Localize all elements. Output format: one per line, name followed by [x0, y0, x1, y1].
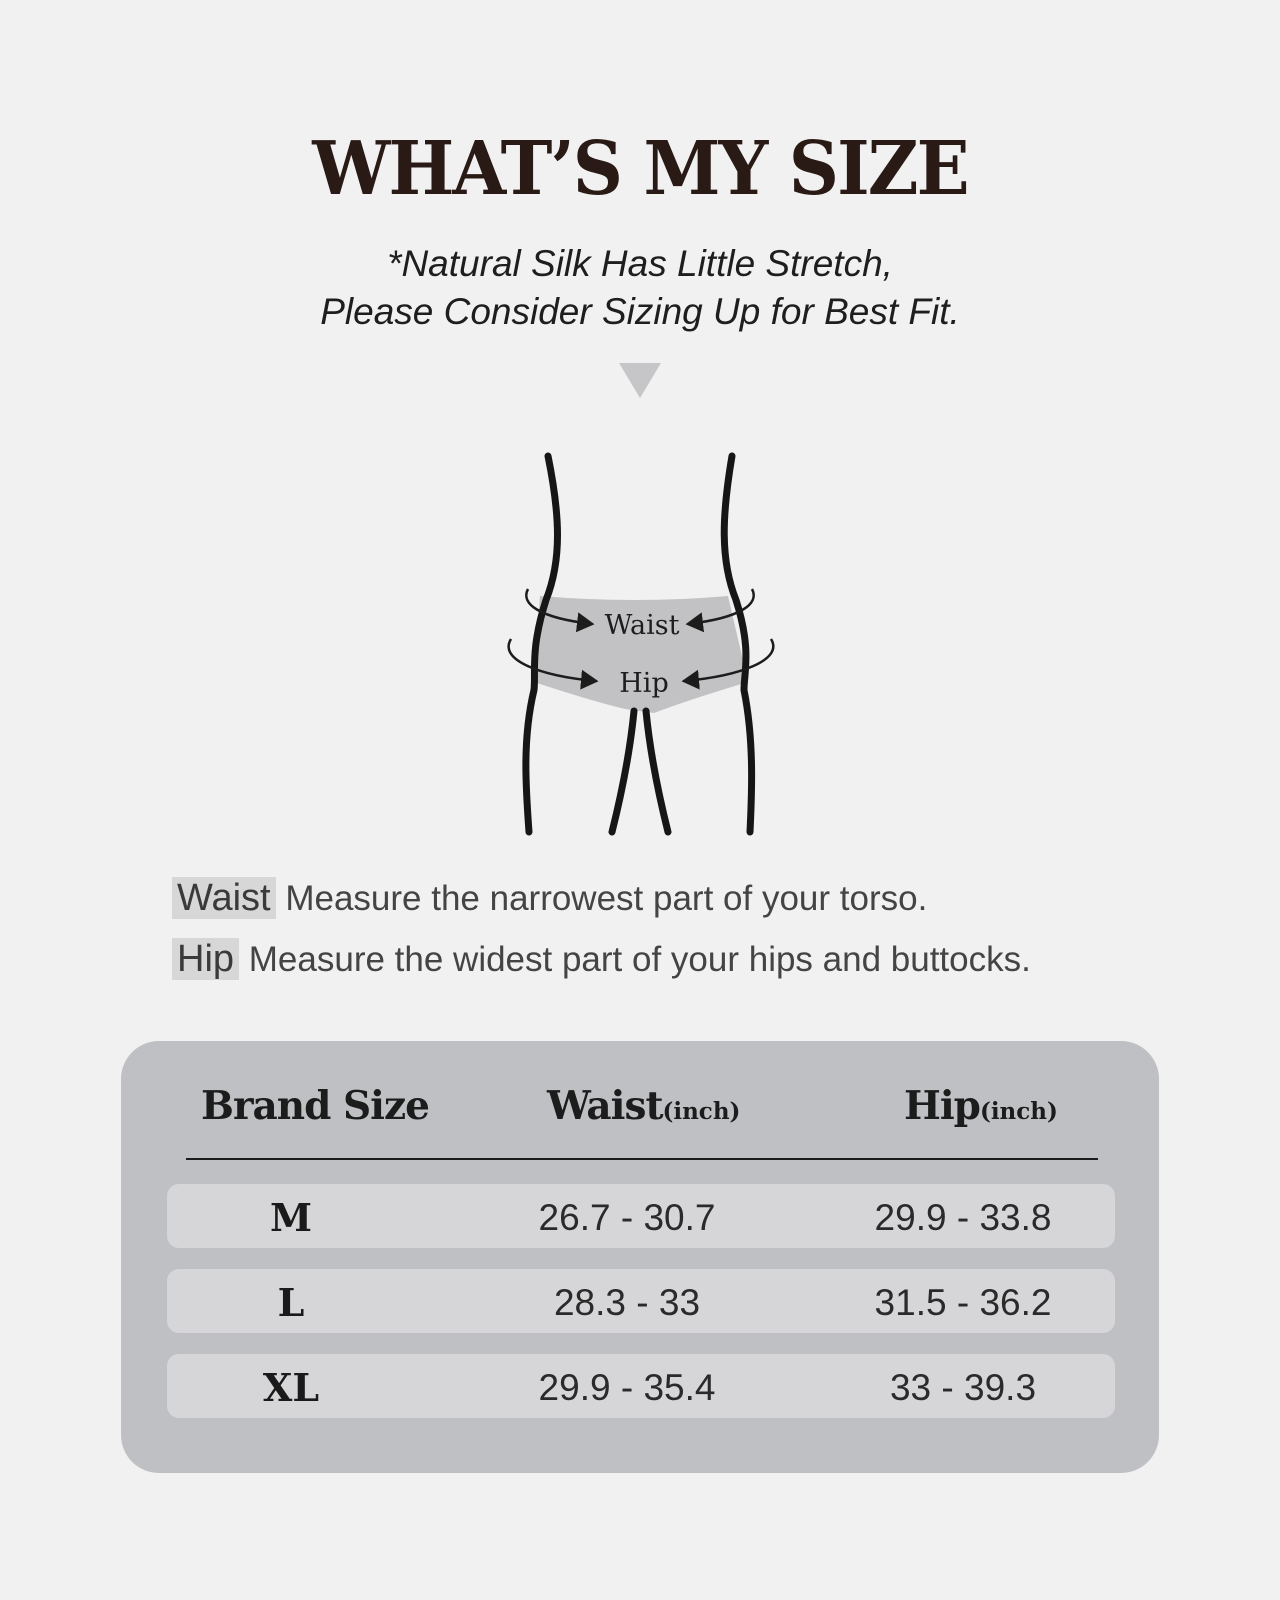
size-cell: XL	[262, 1365, 320, 1410]
hip-cell: 29.9 - 33.8	[874, 1197, 1052, 1238]
header-hip-label: Hip	[904, 1083, 980, 1129]
sizing-note-line-2: Please Consider Sizing Up for Best Fit.	[320, 291, 960, 332]
waist-cell: 26.7 - 30.7	[538, 1197, 716, 1238]
hip-diagram-label: Hip	[619, 668, 669, 699]
hip-instruction-text: Measure the widest part of your hips and buttocks.	[248, 940, 1031, 979]
waist-instruction	[172, 877, 927, 920]
size-cell: M	[269, 1195, 313, 1240]
right-inner-leg-outline	[646, 711, 668, 832]
size-chart-table	[121, 1041, 1159, 1473]
header-hip	[904, 1083, 1058, 1129]
waist-diagram-label: Waist	[604, 610, 680, 641]
table-row	[167, 1184, 1115, 1248]
hip-cell: 33 - 39.3	[889, 1367, 1037, 1408]
hip-cell: 31.5 - 36.2	[874, 1282, 1052, 1323]
sizing-note-line-1: *Natural Silk Has Little Stretch,	[387, 243, 893, 284]
page-title: WHAT’S MY SIZE	[312, 126, 968, 212]
header-waist	[547, 1083, 740, 1129]
hip-instruction	[172, 938, 1031, 981]
header-waist-unit: (inch)	[662, 1098, 741, 1125]
header-hip-unit: (inch)	[979, 1098, 1058, 1125]
left-inner-leg-outline	[612, 711, 634, 832]
table-row	[167, 1269, 1115, 1333]
hip-tag: Hip	[172, 938, 239, 980]
header-brand-size: Brand Size	[201, 1083, 429, 1129]
waist-tag: Waist	[172, 877, 276, 919]
header-divider	[186, 1158, 1098, 1160]
waist-instruction-text: Measure the narrowest part of your torso.	[285, 879, 928, 918]
waist-cell: 29.9 - 35.4	[538, 1367, 716, 1408]
header-waist-label: Waist	[547, 1083, 663, 1129]
size-cell: L	[277, 1280, 305, 1325]
waist-cell: 28.3 - 33	[553, 1282, 701, 1323]
table-row	[167, 1354, 1115, 1418]
